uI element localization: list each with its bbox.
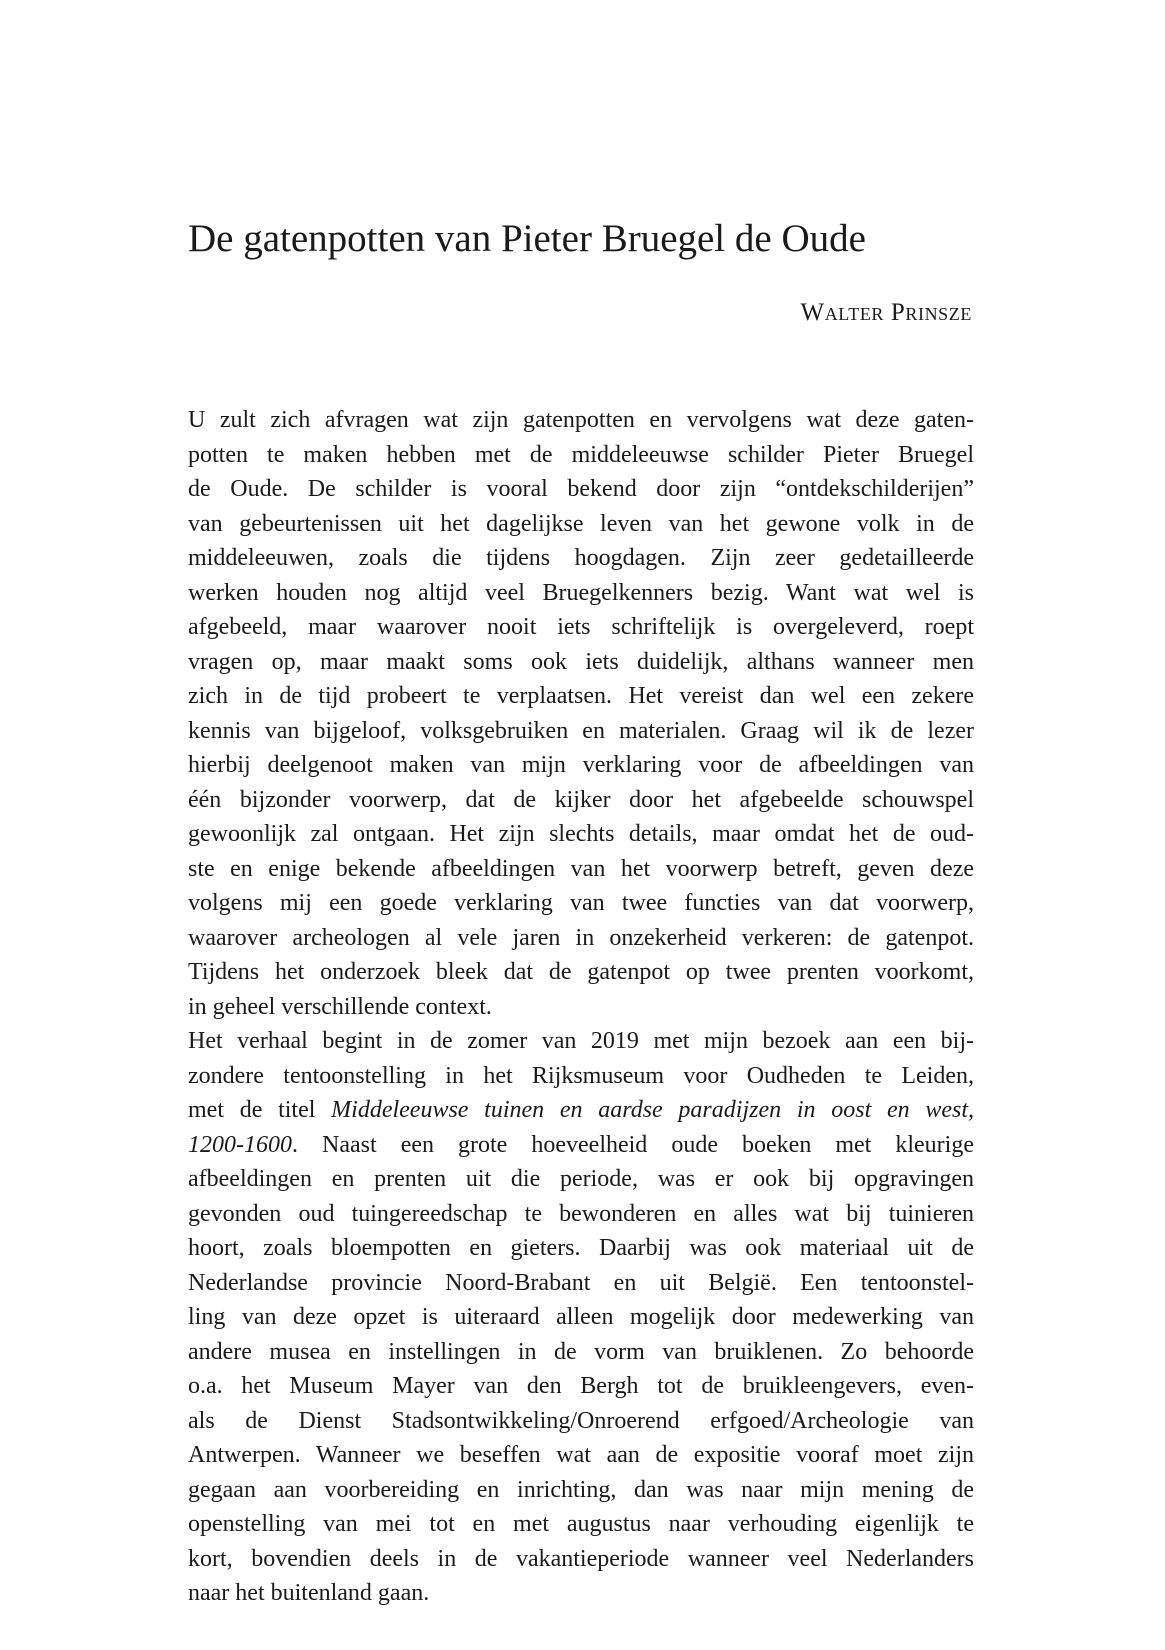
body-line: potten te maken hebben met de middeleeuwse schilder Pieter Bruegel (188, 441, 974, 468)
body-line: vragen op, maar maakt soms ook iets duidelijk, althans wanneer men (188, 648, 974, 675)
body-line-paragraph-end: naar het buitenland gaan. (188, 1580, 430, 1606)
body-line: zondere tentoonstelling in het Rijksmuseum voor Oudheden te Leiden, (188, 1062, 974, 1089)
article-author: Walter Prinsze (800, 299, 972, 326)
body-line: afgebeeld, maar waarover nooit iets schriftelijk is overgeleverd, roept (188, 614, 974, 640)
body-line: volgens mij een goede verklaring van twee functies van dat voorwerp, (188, 890, 974, 916)
body-line: van gebeurtenissen uit het dagelijkse leven van het gewone volk in de (188, 510, 974, 537)
body-line: de Oude. De schilder is vooral bekend door zijn “ontdekschilderijen” (188, 476, 974, 502)
body-line: afbeeldingen en prenten uit die periode, was er ook bij opgravingen (188, 1166, 974, 1192)
body-line: Het verhaal begint in de zomer van 2019 met mijn bezoek aan een bij- (188, 1028, 974, 1054)
body-line: o.a. het Museum Mayer van den Bergh tot de bruikleengevers, even- (188, 1373, 974, 1399)
body-line: Antwerpen. Wanneer we beseffen wat aan de expositie vooraf moet zijn (188, 1442, 974, 1468)
body-line: Nederlandse provincie Noord-Brabant en uit België. Een tentoonstel- (188, 1269, 974, 1296)
body-line: ste en enige bekende afbeeldingen van het voorwerp betreft, geven deze (188, 855, 974, 882)
body-line: kennis van bijgeloof, volksgebruiken en materialen. Graag wil ik de lezer (188, 717, 974, 744)
body-line: andere musea en instellingen in de vorm van bruiklenen. Zo behoorde (188, 1338, 974, 1365)
body-line: Tijdens het onderzoek bleek dat de gatenpot op twee prenten voorkomt, (188, 959, 974, 985)
body-line: als de Dienst Stadsontwikkeling/Onroerend erfgoed/Archeologie van (188, 1407, 974, 1434)
body-line-paragraph-end: in geheel verschillende context. (188, 993, 492, 1020)
body-line: één bijzonder voorwerp, dat de kijker door het afgebeelde schouwspel (188, 786, 974, 813)
body-line (188, 1093, 974, 1128)
exhibition-title-part-1: Middeleeuwse tuinen en aardse paradijzen in oost en west, (331, 1097, 975, 1123)
article-title: De gatenpotten van Pieter Bruegel de Oude (188, 217, 866, 260)
body-line: waarover archeologen al vele jaren in onzekerheid verkeren: de gatenpot. (188, 924, 974, 951)
body-line: gevonden oud tuingereedschap te bewonderen en alles wat bij tuinieren (188, 1200, 974, 1227)
exhibition-title-part-2: 1200-1600 (188, 1131, 292, 1158)
body-line: middeleeuwen, zoals die tijdens hoogdagen. Zijn zeer gedetailleerde (188, 545, 974, 571)
body-line: zich in de tijd probeert te verplaatsen. Het vereist dan wel een zekere (188, 683, 974, 709)
body-line-text: . Naast een grote hoeveelheid oude boeken met kleurige (292, 1131, 974, 1158)
article-body (188, 403, 974, 1611)
body-line: ling van deze opzet is uiteraard alleen mogelijk door medewerking van (188, 1304, 974, 1330)
body-line (188, 1128, 974, 1163)
body-line: hierbij deelgenoot maken van mijn verklaring voor de afbeeldingen van (188, 752, 974, 778)
body-line: kort, bovendien deels in de vakantieperiode wanneer veel Nederlanders (188, 1545, 974, 1572)
body-line-text: met de titel (188, 1097, 332, 1123)
body-line: werken houden nog altijd veel Bruegelkenners bezig. Want wat wel is (188, 579, 974, 606)
body-line: U zult zich afvragen wat zijn gatenpotten en vervolgens wat deze gaten- (188, 407, 974, 433)
body-line: gegaan aan voorbereiding en inrichting, dan was naar mijn mening de (188, 1476, 974, 1503)
body-line: openstelling van mei tot en met augustus naar verhouding eigenlijk te (188, 1511, 974, 1537)
body-line: gewoonlijk zal ontgaan. Het zijn slechts details, maar omdat het de oud- (188, 821, 974, 847)
body-line: hoort, zoals bloempotten en gieters. Daarbij was ook materiaal uit de (188, 1235, 974, 1261)
